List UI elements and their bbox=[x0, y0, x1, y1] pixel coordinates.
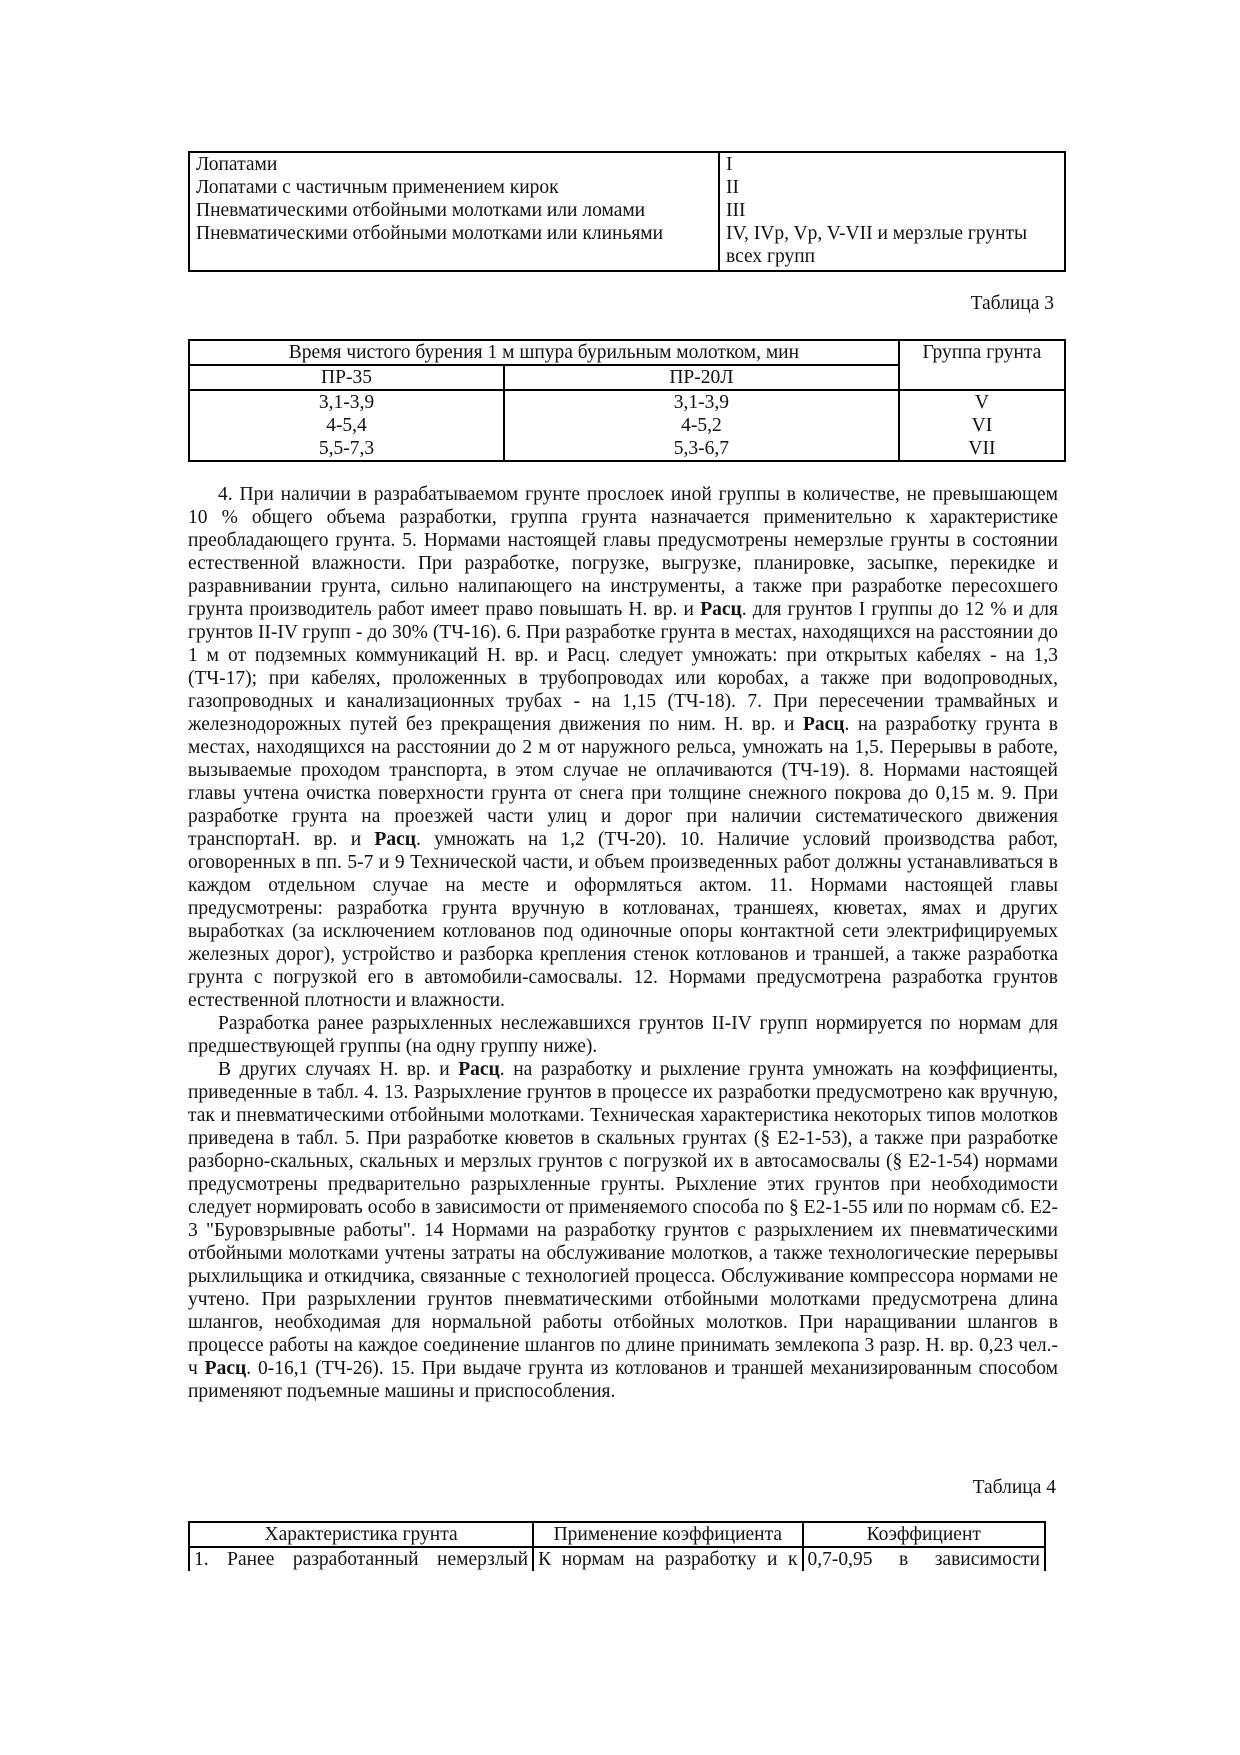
method-cell: Лопатами bbox=[189, 152, 719, 176]
group-cell: IV, IVp, Vp, V-VII и мерзлые грунты всех групп bbox=[726, 223, 1028, 267]
soil-method-table bbox=[188, 151, 1066, 272]
bold-term: Расц bbox=[204, 1358, 247, 1379]
table-row bbox=[189, 390, 1065, 414]
bold-term: Расц bbox=[374, 829, 416, 850]
bold-term: Расц bbox=[700, 599, 742, 620]
method-cell: Пневматическими отбойными молотками или клиньями bbox=[189, 222, 719, 271]
drilling-time-table bbox=[188, 339, 1066, 462]
table-row bbox=[189, 222, 1065, 271]
coefficient-cell: 0,7-0,95 в зависимости bbox=[803, 1547, 1046, 1571]
table-row bbox=[189, 199, 1065, 222]
soil-characteristic-cell: 1. Ранее разработанный немерзлый bbox=[194, 1549, 529, 1570]
pr35-header: ПР-35 bbox=[189, 365, 504, 390]
group-cell: VI bbox=[899, 414, 1065, 437]
pr20-cell: 5,3-6,7 bbox=[504, 437, 899, 461]
table-row bbox=[189, 437, 1065, 461]
group-cell: V bbox=[899, 390, 1065, 414]
bold-term: Расц bbox=[802, 714, 845, 735]
pr20-cell: 3,1-3,9 bbox=[504, 390, 899, 414]
group-cell: III bbox=[726, 200, 746, 221]
table-header-row bbox=[189, 340, 1065, 365]
table4-caption: Таблица 4 bbox=[972, 1477, 1056, 1498]
coefficient-header: Коэффициент bbox=[803, 1522, 1046, 1547]
pr20-cell: 4-5,2 bbox=[504, 414, 899, 437]
group-cell: VII bbox=[899, 437, 1065, 461]
group-cell: II bbox=[726, 177, 739, 198]
coefficient-application-header: Применение коэффициента bbox=[533, 1522, 802, 1547]
paragraph: В других случаях Н. вр. и Расц. на разработку и рыхление грунта умножать на коэффициенты, приведенные в табл. 4. 13. Разрыхление грунтов в процессе их разработки предусмотрено как вручную, так и пневматическими отбойными молотками. Техническая характеристика некоторых типов молотков приведена в табл. 5. При разработке кюветов в скальных грунтах (§ Е2-1-53), а также при разработке разборно-скальных, скальных и мерзлых грунтов с погрузкой их в автосамосвалы (§ Е2-1-54) нормами предусмотрены предварительно разрыхленные грунты. Рыхление этих грунтов при необходимости следует нормировать особо в зависимости от применяемого способа по § Е2-1-55 или по нормам сб. Е2-3 "Буровзрывные работы". 14 Нормами на разработку грунтов с разрыхлением их пневматическими отбойными молотками учтены затраты на обслуживание молотков, а также технологические перерывы рыхлильщика и откидчика, связанные с технологией процесса. Обслуживание компрессора нормами не учтено. При разрыхлении грунтов пневматическими отбойными молотками предусмотрена длина шлангов, необходимая для нормальной работы отбойных молотков. При наращивании шлангов в процессе работы на каждое соединение шлангов по длине принимать землекопа 3 разр. Н. вр. 0,23 чел.-ч Расц. 0-16,1 (ТЧ-26). 15. При выдаче грунта из котлованов и траншей механизированным способом применяют подъемные машины и приспособления. bbox=[188, 1059, 1059, 1402]
table-row bbox=[189, 176, 1065, 199]
soil-characteristic-header: Характеристика грунта bbox=[189, 1522, 533, 1547]
bold-term: Расц bbox=[458, 1059, 500, 1080]
group-cell: I bbox=[726, 154, 733, 175]
paragraph: Разработка ранее разрыхленных неслежавшихся грунтов II-IV групп нормируется по нормам для предшествующей группы (на одну группу ниже). bbox=[188, 1013, 1058, 1057]
time-header: Время чистого бурения 1 м шпура бурильным молотком, мин bbox=[189, 340, 899, 365]
group-header: Группа грунта bbox=[899, 340, 1065, 390]
table-row bbox=[189, 414, 1065, 437]
table3-caption: Таблица 3 bbox=[970, 293, 1054, 314]
table-row bbox=[189, 1547, 1045, 1571]
table-header-row bbox=[189, 1522, 1045, 1547]
coefficient-table bbox=[188, 1521, 1046, 1571]
body-text bbox=[188, 483, 1058, 1403]
pr35-cell: 3,1-3,9 bbox=[318, 392, 375, 413]
method-cell: Пневматическими отбойными молотками или ломами bbox=[189, 199, 719, 222]
paragraph: 4. При наличии в разрабатываемом грунте прослоек иной группы в количестве, не превышающем 10 % общего объема разработки, группа грунта назначается применительно к характеристике преобладающего грунта. 5. Нормами настоящей главы предусмотрены немерзлые грунты в состоянии естественной влажности. При разработке, погрузке, выгрузке, планировке, засыпке, перекидке и разравнивании грунта, сильно налипающего на инструменты, а также при разработке пересохшего грунта производитель работ имеет право повышать Н. вр. и Расц. для грунтов I группы до 12 % и для грунтов II-IV групп - до 30% (ТЧ-16). 6. При разработке грунта в местах, находящихся на расстоянии до 1 м от подземных коммуникаций Н. вр. и Расц. следует умножать: при открытых кабелях - на 1,3 (ТЧ-17); при кабелях, проложенных в трубопроводах или коробах, а также при водопроводных, газопроводных и канализационных трубах - на 1,15 (ТЧ-18). 7. При пересечении трамвайных и железнодорожных путей без прекращения движения по ним. Н. вр. и Расц. на разработку грунта в местах, находящихся на расстоянии до 2 м от наружного рельса, умножать на 1,5. Перерывы в работе, вызываемые проходом транспорта, в этом случае не оплачиваются (ТЧ-19). 8. Нормами настоящей главы учтена очистка поверхности грунта от снега при толщине снежного покрова до 0,15 м. 9. При разработке грунта на проезжей части улиц и дорог при наличии систематического движения транспортаН. вр. и Расц. умножать на 1,2 (ТЧ-20). 10. Наличие условий производства работ, оговоренных в пп. 5-7 и 9 Технической части, и объем произведенных работ должны устанавливаться в каждом отдельном случае на месте и оформляться актом. 11. Нормами настоящей главы предусмотрены: разработка грунта вручную в котлованах, траншеях, кюветах, ямах и других выработках (за исключением котлованов под одиночные опоры контактной сети электрифицируемых железных дорог), устройство и разборка крепления стенок котлованов и траншей, а также разработка грунта с погрузкой его в автомобили-самосвалы. 12. Нормами предусмотрена разработка грунтов естественной плотности и влажности. bbox=[188, 484, 1059, 1011]
coefficient-application-cell: К нормам на разработку и к bbox=[533, 1547, 802, 1571]
pr20-header: ПР-20Л bbox=[504, 365, 899, 390]
pr35-cell: 4-5,4 bbox=[326, 415, 367, 436]
method-cell: Лопатами с частичным применением кирок bbox=[189, 176, 719, 199]
pr35-cell: 5,5-7,3 bbox=[318, 438, 375, 459]
table-row bbox=[189, 152, 1065, 176]
